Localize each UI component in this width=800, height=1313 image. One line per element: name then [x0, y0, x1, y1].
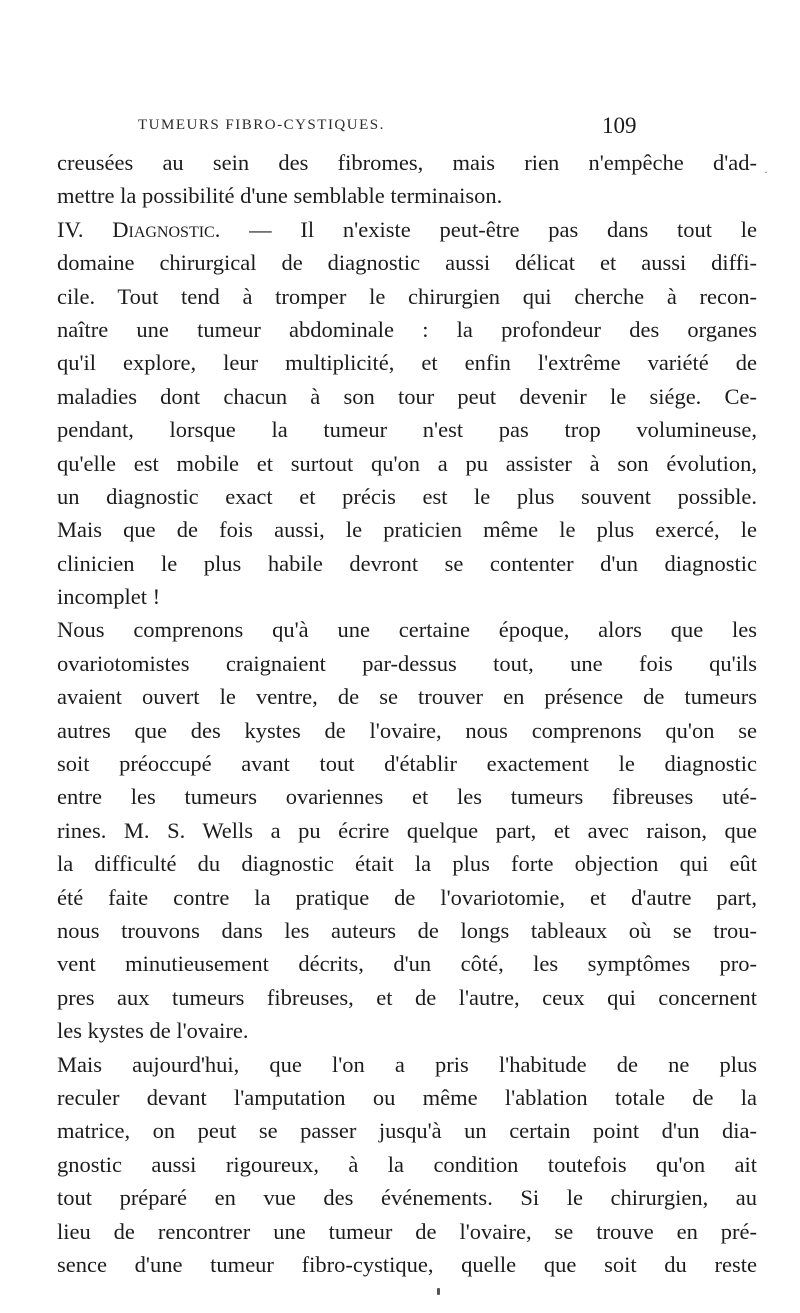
section-heading: Diagnostic.	[112, 216, 221, 242]
body-text	[57, 146, 757, 1281]
text-line: été faite contre la pratique de l'ovariotomie, et d'autre part,	[57, 884, 757, 910]
text-line: Mais aujourd'hui, que l'on a pris l'habitude de ne plus	[57, 1051, 757, 1077]
paper-speck	[437, 1288, 440, 1295]
text-line: entre les tumeurs ovariennes et les tumeurs fibreuses uté-	[57, 784, 757, 810]
text-line: les kystes de l'ovaire.	[57, 1018, 249, 1044]
text-line: Mais que de fois aussi, le praticien même le plus exercé, le	[57, 517, 757, 543]
text-line: qu'il explore, leur multiplicité, et enfin l'extrême variété de	[57, 350, 757, 376]
text-line: mettre la possibilité d'une semblable terminaison.	[57, 183, 503, 209]
text-line: cile. Tout tend à tromper le chirurgien qui cherche à recon-	[57, 283, 757, 309]
text-line: pendant, lorsque la tumeur n'est pas trop volumineuse,	[57, 417, 757, 443]
page-number: 109	[602, 113, 637, 138]
text-line: naître une tumeur abdominale : la profondeur des organes	[57, 316, 757, 342]
text-fragment: — Il n'existe peut-être pas dans tout le	[220, 216, 758, 242]
text-line: maladies dont chacun à son tour peut devenir le siége. Ce-	[57, 383, 757, 409]
text-line: reculer devant l'amputation ou même l'ablation totale de la	[57, 1084, 757, 1110]
section-number: IV.	[57, 216, 113, 242]
text-line: matrice, on peut se passer jusqu'à un certain point d'un dia-	[57, 1118, 757, 1144]
text-line: gnostic aussi rigoureux, à la condition toutefois qu'on ait	[57, 1151, 757, 1177]
page-header	[138, 113, 778, 139]
section-heading-line	[57, 213, 757, 246]
margin-mark: ˯	[764, 160, 768, 174]
text-line: soit préoccupé avant tout d'établir exactement le diagnostic	[57, 751, 757, 777]
text-line: Nous comprenons qu'à une certaine époque, alors que les	[57, 617, 757, 643]
text-line: pres aux tumeurs fibreuses, et de l'autre, ceux qui concernent	[57, 984, 757, 1010]
text-line: la difficulté du diagnostic était la plus forte objection qui eût	[57, 851, 757, 877]
text-line: sence d'une tumeur fibro-cystique, quelle que soit du reste	[57, 1251, 757, 1277]
text-line: qu'elle est mobile et surtout qu'on a pu assister à son évolution,	[57, 450, 757, 476]
text-line: autres que des kystes de l'ovaire, nous comprenons qu'on se	[57, 717, 757, 743]
text-line: creusées au sein des fibromes, mais rien n'empêche d'ad-	[57, 150, 757, 175]
text-line: rines. M. S. Wells a pu écrire quelque part, et avec raison, que	[57, 817, 757, 843]
text-line: avaient ouvert le ventre, de se trouver en présence de tumeurs	[57, 684, 757, 710]
text-line: clinicien le plus habile devront se contenter d'un diagnostic	[57, 550, 757, 576]
text-line: domaine chirurgical de diagnostic aussi délicat et aussi diffi-	[57, 250, 757, 276]
text-line: vent minutieusement décrits, d'un côté, les symptômes pro-	[57, 951, 757, 977]
text-line: ovariotomistes craignaient par-dessus tout, une fois qu'ils	[57, 650, 757, 676]
text-line: nous trouvons dans les auteurs de longs tableaux où se trou-	[57, 917, 757, 943]
running-head: TUMEURS FIBRO-CYSTIQUES.	[138, 117, 385, 133]
text-line: tout préparé en vue des événements. Si le chirurgien, au	[57, 1185, 757, 1211]
text-line: lieu de rencontrer une tumeur de l'ovaire, se trouve en pré-	[57, 1218, 757, 1244]
text-line: un diagnostic exact et précis est le plus souvent possible.	[57, 483, 757, 509]
text-line: incomplet !	[57, 584, 161, 610]
